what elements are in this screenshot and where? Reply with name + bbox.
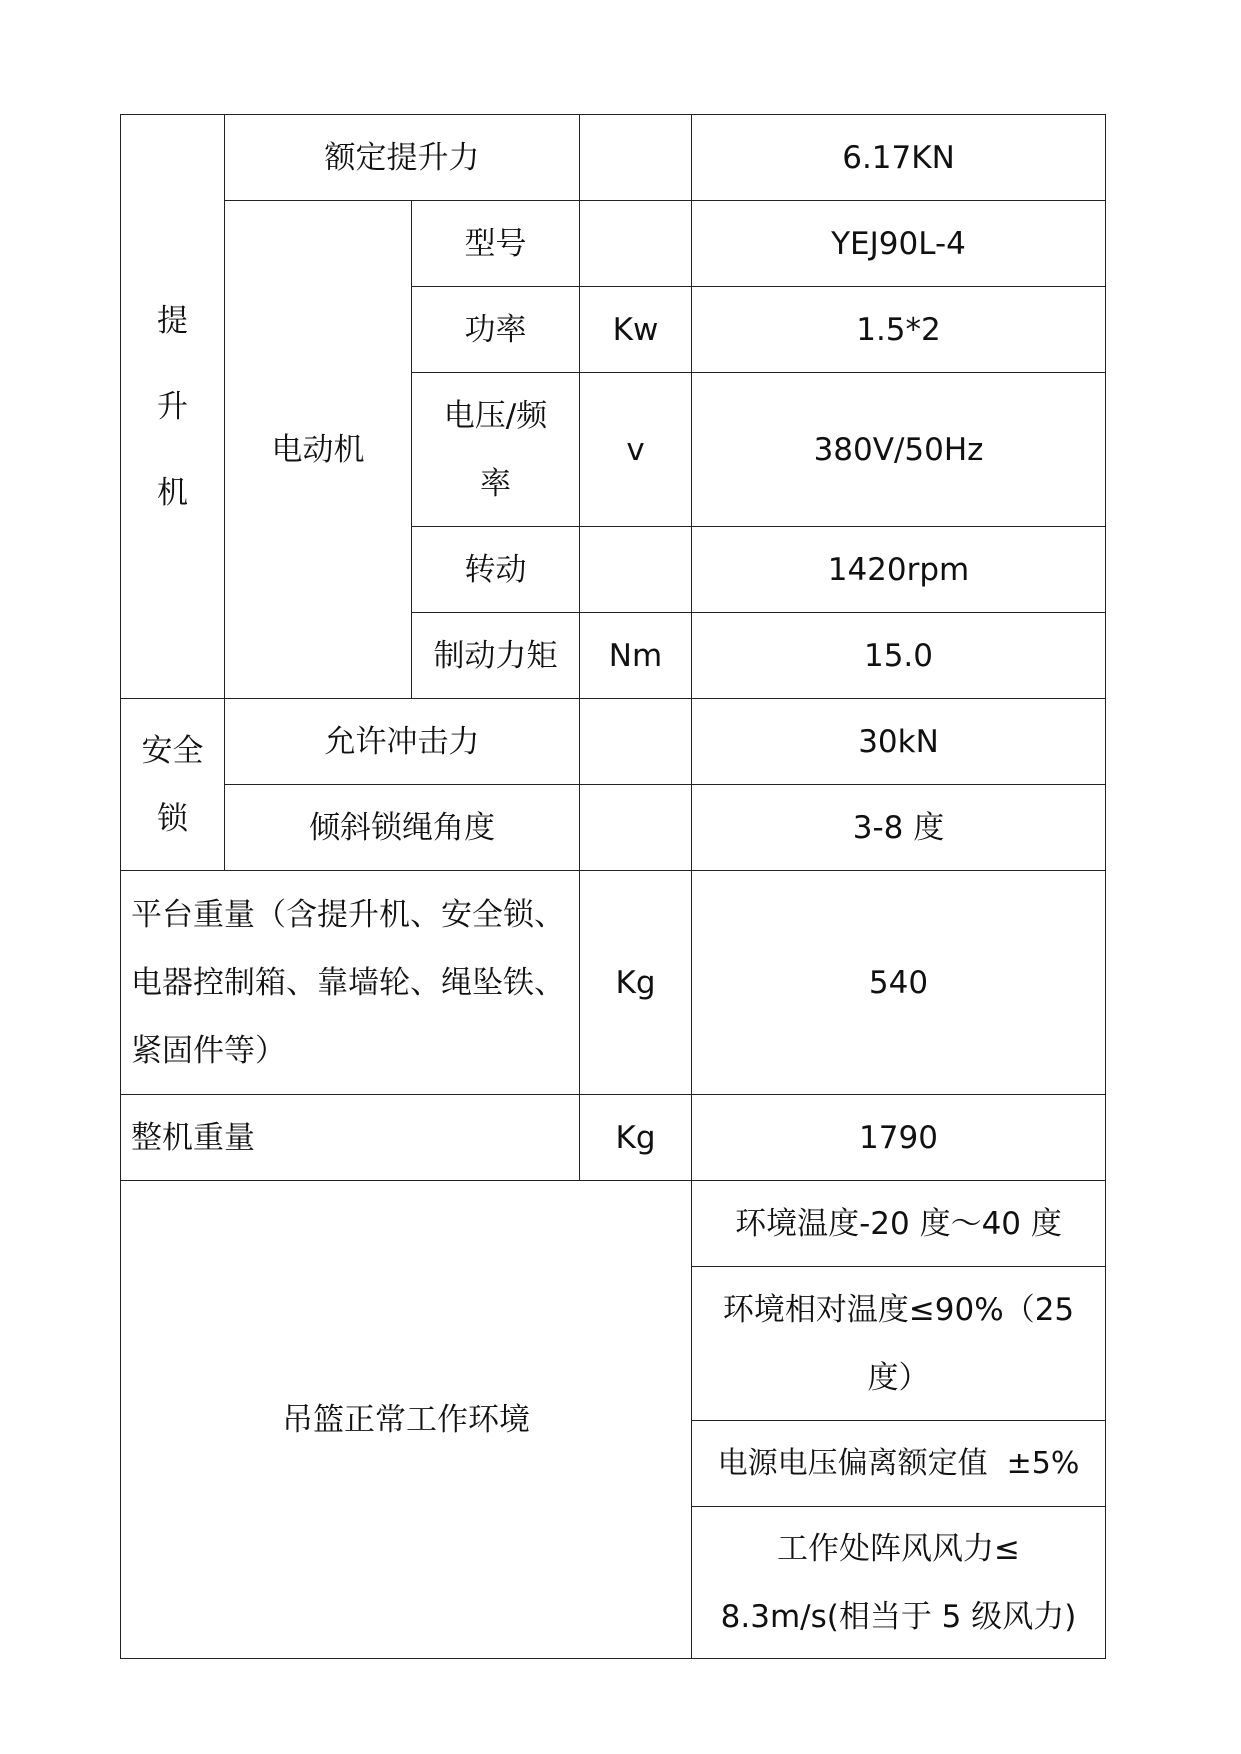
rated-force-value: 6.17KN bbox=[692, 115, 1106, 201]
safety-lock-group-line: 锁 bbox=[157, 800, 188, 837]
table-row bbox=[121, 115, 1106, 201]
total-weight-unit: Kg bbox=[580, 1095, 692, 1181]
table-row bbox=[121, 201, 1106, 287]
power-label: 功率 bbox=[412, 287, 580, 373]
environment-humidity-line: 环境相对温度≤90%（25 bbox=[722, 1291, 1075, 1328]
total-weight-value: 1790 bbox=[692, 1095, 1106, 1181]
speed-label: 转动 bbox=[412, 527, 580, 613]
spec-table bbox=[120, 114, 1106, 1659]
hoist-group-char: 机 bbox=[157, 474, 188, 511]
platform-weight-label-line: 平台重量（含提升机、安全锁、 bbox=[131, 896, 565, 933]
safety-lock-group-cell bbox=[121, 699, 225, 871]
environment-humidity-cell bbox=[692, 1267, 1106, 1421]
voltage-label-line: 电压/频 bbox=[443, 397, 548, 434]
environment-wind-line: 工作处阵风风力≤ bbox=[777, 1530, 1020, 1567]
rated-force-unit bbox=[580, 115, 692, 201]
model-value: YEJ90L-4 bbox=[692, 201, 1106, 287]
tilt-angle-value: 3-8 度 bbox=[692, 785, 1106, 871]
platform-weight-label-line: 紧固件等） bbox=[131, 1032, 286, 1069]
environment-voltage-deviation: 电源电压偏离额定值 ±5% bbox=[692, 1421, 1106, 1507]
tilt-angle-unit bbox=[580, 785, 692, 871]
environment-label: 吊篮正常工作环境 bbox=[121, 1181, 692, 1659]
brake-torque-value: 15.0 bbox=[692, 613, 1106, 699]
speed-unit bbox=[580, 527, 692, 613]
environment-temperature: 环境温度-20 度～40 度 bbox=[692, 1181, 1106, 1267]
hoist-group-cell bbox=[121, 115, 225, 699]
power-unit: Kw bbox=[580, 287, 692, 373]
voltage-label-cell bbox=[412, 373, 580, 527]
table-row bbox=[121, 699, 1106, 785]
voltage-label-line: 率 bbox=[480, 465, 511, 502]
motor-group-cell: 电动机 bbox=[225, 201, 412, 699]
voltage-unit: v bbox=[580, 373, 692, 527]
brake-torque-unit: Nm bbox=[580, 613, 692, 699]
table-row bbox=[121, 1095, 1106, 1181]
speed-value: 1420rpm bbox=[692, 527, 1106, 613]
impact-force-unit bbox=[580, 699, 692, 785]
platform-weight-value: 540 bbox=[692, 871, 1106, 1095]
model-label: 型号 bbox=[412, 201, 580, 287]
environment-wind-line: 8.3m/s(相当于 5 级风力) bbox=[720, 1598, 1077, 1635]
power-value: 1.5*2 bbox=[692, 287, 1106, 373]
hoist-group-char: 提 bbox=[157, 302, 188, 339]
platform-weight-label-line: 电器控制箱、靠墙轮、绳坠铁、 bbox=[131, 964, 565, 1001]
brake-torque-label: 制动力矩 bbox=[412, 613, 580, 699]
model-unit bbox=[580, 201, 692, 287]
safety-lock-group-line: 安全 bbox=[141, 732, 204, 769]
table-row bbox=[121, 1181, 1106, 1267]
rated-force-label: 额定提升力 bbox=[225, 115, 580, 201]
hoist-group-char: 升 bbox=[157, 388, 188, 425]
platform-weight-label-cell bbox=[121, 871, 580, 1095]
platform-weight-unit: Kg bbox=[580, 871, 692, 1095]
impact-force-value: 30kN bbox=[692, 699, 1106, 785]
environment-humidity-line: 度） bbox=[867, 1359, 930, 1396]
impact-force-label: 允许冲击力 bbox=[225, 699, 580, 785]
voltage-value: 380V/50Hz bbox=[692, 373, 1106, 527]
table-row bbox=[121, 871, 1106, 1095]
environment-wind-cell bbox=[692, 1507, 1106, 1659]
table-row bbox=[121, 785, 1106, 871]
tilt-angle-label: 倾斜锁绳角度 bbox=[225, 785, 580, 871]
total-weight-label: 整机重量 bbox=[121, 1095, 580, 1181]
